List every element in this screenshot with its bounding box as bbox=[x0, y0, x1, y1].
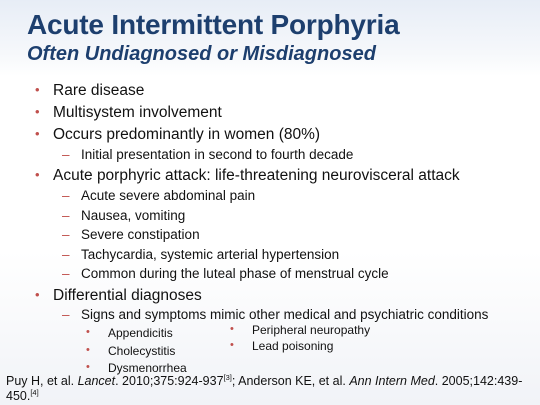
dx-text: Dysmenorrhea bbox=[108, 361, 187, 375]
dx-text: Cholecystitis bbox=[108, 344, 176, 358]
ref-journal: Lancet bbox=[77, 374, 116, 388]
dx-text: Peripheral neuropathy bbox=[252, 323, 371, 337]
ref-superscript: [4] bbox=[30, 387, 39, 397]
bullet-marker: • bbox=[35, 126, 40, 141]
ref-journal: Ann Intern Med bbox=[349, 374, 435, 388]
slide-title: Acute Intermittent Porphyria bbox=[27, 9, 400, 40]
sub-bullet-text: Tachycardia, systemic arterial hypertension bbox=[81, 247, 340, 262]
dx-marker: • bbox=[86, 326, 90, 338]
bullet-text: Multisystem involvement bbox=[53, 104, 222, 121]
sub-bullet-text: Nausea, vomiting bbox=[81, 208, 186, 223]
sub-bullet-text: Severe constipation bbox=[81, 227, 200, 242]
dx-marker: • bbox=[86, 344, 90, 356]
bullet-text: Rare disease bbox=[53, 82, 145, 99]
ref-superscript: [3] bbox=[223, 372, 232, 382]
sub-bullet-marker: – bbox=[62, 227, 70, 242]
dx-marker: • bbox=[230, 339, 234, 351]
bullet-marker: • bbox=[35, 287, 40, 302]
dx-marker: • bbox=[86, 361, 90, 373]
sub-bullet-text: Acute severe abdominal pain bbox=[81, 188, 256, 203]
ref-text: . 2010;375:924-937 bbox=[115, 374, 224, 388]
ref-text: ; Anderson KE, et al. bbox=[231, 374, 350, 388]
bullet-marker: • bbox=[35, 167, 40, 182]
sub-bullet-marker: – bbox=[62, 208, 70, 223]
reference-citation bbox=[6, 374, 534, 404]
dx-text: Appendicitis bbox=[108, 326, 173, 340]
dx-text: Lead poisoning bbox=[252, 339, 334, 353]
sub-bullet-text: Initial presentation in second to fourth decade bbox=[81, 147, 354, 162]
bullet-text: Occurs predominantly in women (80%) bbox=[53, 126, 321, 143]
sub-bullet-marker: – bbox=[62, 188, 70, 203]
sub-bullet-text: Signs and symptoms mimic other medical and psychiatric conditions bbox=[81, 307, 489, 322]
ref-text: . 2005;142:439-450. bbox=[6, 374, 523, 403]
ref-text: Puy H, et al. bbox=[6, 374, 78, 388]
slide-subtitle: Often Undiagnosed or Misdiagnosed bbox=[27, 43, 376, 65]
bullet-text: Differential diagnoses bbox=[53, 287, 202, 304]
sub-bullet-marker: – bbox=[62, 307, 70, 322]
dx-marker: • bbox=[230, 323, 234, 335]
sub-bullet-marker: – bbox=[62, 266, 70, 281]
bullet-text: Acute porphyric attack: life-threatening neurovisceral attack bbox=[53, 167, 460, 184]
sub-bullet-marker: – bbox=[62, 247, 70, 262]
sub-bullet-text: Common during the luteal phase of menstrual cycle bbox=[81, 266, 389, 281]
bullet-marker: • bbox=[35, 104, 40, 119]
bullet-marker: • bbox=[35, 82, 40, 97]
sub-bullet-marker: – bbox=[62, 147, 70, 162]
